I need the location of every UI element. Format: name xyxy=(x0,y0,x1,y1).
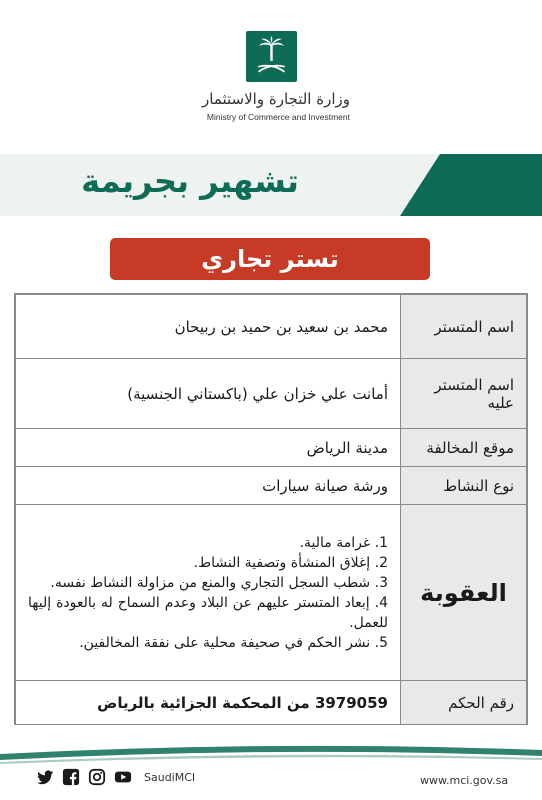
twitter-icon[interactable] xyxy=(36,768,54,786)
penalty-item: 3. شطب السجل التجاري والمنع من مزاولة النشاط نفسه. xyxy=(50,574,388,591)
penalty-item: 1. غرامة مالية. xyxy=(299,534,388,551)
social-links xyxy=(36,767,195,787)
crime-type-label: تستر تجاري xyxy=(201,245,339,273)
crime-type-badge xyxy=(110,238,430,280)
ministry-name-english: Ministry of Commerce and Investment xyxy=(206,112,350,122)
row-label: موقع المخالفة xyxy=(401,429,527,467)
penalty-item: 2. إغلاق المنشأة وتصفية النشاط. xyxy=(193,554,388,571)
row-value: أمانت علي خزان علي (باكستاني الجنسية) xyxy=(16,359,401,429)
social-handle[interactable]: SaudiMCI xyxy=(144,770,196,784)
row-value: ورشة صيانة سيارات xyxy=(16,467,401,505)
verdict-label: رقم الحكم xyxy=(401,681,527,725)
table-row xyxy=(16,295,527,359)
title-banner xyxy=(0,150,542,220)
banner-title: تشهير بجريمة xyxy=(81,162,299,200)
footer xyxy=(0,740,542,800)
row-label: نوع النشاط xyxy=(401,467,527,505)
row-label: اسم المتستر عليه xyxy=(401,359,527,429)
ministry-logo xyxy=(246,31,297,82)
row-value: مدينة الرياض xyxy=(16,429,401,467)
facebook-icon[interactable] xyxy=(62,768,80,786)
penalty-item: 4. إبعاد المتستر عليهم عن البلاد وعدم السماح له بالعودة إليها للعمل. xyxy=(28,594,388,631)
table-row xyxy=(16,429,527,467)
penalty-row xyxy=(16,505,527,681)
penalty-cell xyxy=(16,505,401,681)
details-table xyxy=(15,294,527,725)
instagram-icon[interactable] xyxy=(88,768,106,786)
palm-swords-icon xyxy=(246,31,297,82)
row-value: محمد بن سعيد بن حميد بن ربيحان xyxy=(16,295,401,359)
table-row xyxy=(16,681,527,725)
website-link[interactable]: www.mci.gov.sa xyxy=(420,774,509,787)
details-frame xyxy=(14,293,528,725)
header xyxy=(0,0,542,150)
verdict-value: 3979059 من المحكمة الجزائية بالرياض xyxy=(16,681,401,725)
penalty-item: 5. نشر الحكم في صحيفة محلية على نفقة المخالفين. xyxy=(79,634,388,651)
penalty-label: العقوبة xyxy=(401,505,527,681)
ministry-name-arabic: وزارة التجارة والاستثمار xyxy=(202,90,350,108)
table-row xyxy=(16,359,527,429)
penalty-list xyxy=(28,533,388,653)
table-row xyxy=(16,467,527,505)
youtube-icon[interactable] xyxy=(114,768,132,786)
row-label: اسم المتستر xyxy=(401,295,527,359)
